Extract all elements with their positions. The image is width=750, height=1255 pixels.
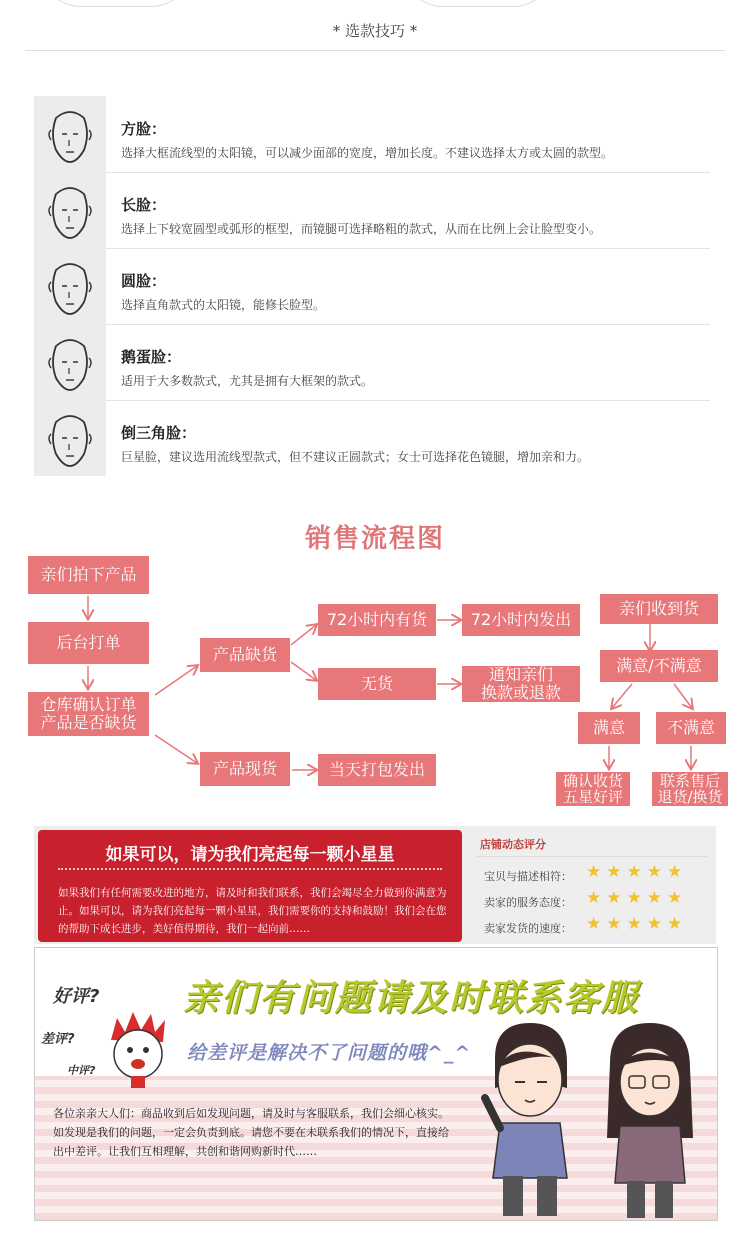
rating-panel-title: 店铺动态评分 [480,838,546,851]
flow-notify-line2: 换款或退款 [480,683,561,702]
rating-text: 如果我们有任何需要改进的地方，请及时和我们联系，我们会竭尽全力做到你满意为止。如果可以，请为我们亮起每一颗小星星，我们需要你的支持和鼓励！我们会在您的帮助下成长进步，美好值得期待，我们一起向前…… [58,887,447,935]
rating-row-service: 卖家的服务态度： [484,896,572,909]
flow-confirm-line2: 五星好评 [562,788,623,806]
flow-unsatisfied: 不满意 [656,712,726,744]
rating-row-description: 宝贝与描述相符： [484,870,572,883]
flow-restock-72h: 72小时内有货 [318,604,436,636]
face-type-desc: 巨星脸，建议选用流线型款式，但不建议正圆款式；女士可选择花色镜腿，增加亲和力。 [121,450,590,464]
flow-contact-line1: 联系售后 [659,772,720,790]
flow-contact-line2: 退货/换货 [657,788,723,806]
flow-step-warehouse-line1: 仓库确认订单 [40,695,137,714]
rating-score-panel [468,826,716,944]
bubble-good-review: 好评? [53,986,100,1007]
rating-message-panel [38,830,462,942]
face-type-desc: 选择上下较宽圆型或弧形的框型，而镜腿可选择略粗的款式，从而在比例上会让脸型变小。 [121,222,602,236]
flow-contact-after-sales [652,772,728,806]
flow-confirm-line1: 确认收货 [562,772,623,790]
contact-text: 各位亲亲大人们：商品收到后如发现问题，请及时与客服联系，我们会细心核实。如发现是我们的问题，一定会负责到底。请您不要在未联系我们的情况下，直接给出中差评。让我们互相理解，共创和谐网购新时代…… [53,1107,449,1158]
flow-notify-line1: 通知亲们 [488,665,553,684]
flow-satisfied-or-not: 满意/不满意 [600,650,718,682]
rating-banner [34,826,716,944]
flow-step-warehouse-line2: 产品是否缺货 [40,713,137,732]
flow-received: 亲们收到货 [600,594,718,624]
rating-headline: 如果可以，请为我们亮起每一颗小星星 [105,845,395,865]
bubble-bad-review: 差评? [41,1032,75,1047]
flow-out-of-stock: 产品缺货 [200,638,290,672]
character-boy-icon [475,1018,585,1218]
flow-step-print: 后台打单 [28,622,149,664]
contact-subline: 给差评是解决不了问题的哦^_^ [187,1042,472,1064]
character-girl-icon [595,1018,705,1218]
flow-title: 销售流程图 [304,524,445,554]
flow-step-order: 亲们拍下产品 [28,556,149,594]
face-type-name: 倒三角脸： [121,424,197,442]
bubble-mid-review: 中评? [67,1064,96,1077]
contact-banner [34,947,718,1221]
flow-ship-72h: 72小时内发出 [462,604,580,636]
flow-no-stock: 无货 [318,668,436,700]
flow-confirm [556,772,630,806]
flow-in-stock: 产品现货 [200,752,290,786]
mascot-icon [103,1010,173,1090]
rating-row-shipping: 卖家发货的速度： [484,922,572,935]
section-title: * 选款技巧 * [332,22,418,40]
face-type-desc: 选择直角款式的太阳镜，能修长脸型。 [121,298,326,312]
star-icon-row: ★★★★★ [586,862,688,882]
face-type-desc: 选择大框流线型的太阳镜，可以减少面部的宽度，增加长度。不建议选择太方或太圆的款型。 [121,146,614,160]
face-type-name: 圆脸： [121,272,167,290]
flow-step-warehouse [28,692,149,736]
star-icon-row: ★★★★★ [586,888,688,908]
star-icon-row: ★★★★★ [586,914,688,934]
face-type-name: 方脸： [121,120,167,138]
face-type-name: 长脸： [121,196,167,214]
rating-panel-divider [476,856,708,857]
rating-divider [58,868,442,870]
contact-headline: 亲们有问题请及时联系客服 [183,977,640,1019]
flow-ship-today: 当天打包发出 [318,754,436,786]
flow-notify [462,666,580,702]
face-type-name: 鹅蛋脸： [121,348,182,366]
flow-satisfied: 满意 [578,712,640,744]
face-type-desc: 适用于大多数款式，尤其是拥有大框架的款式。 [121,374,374,388]
